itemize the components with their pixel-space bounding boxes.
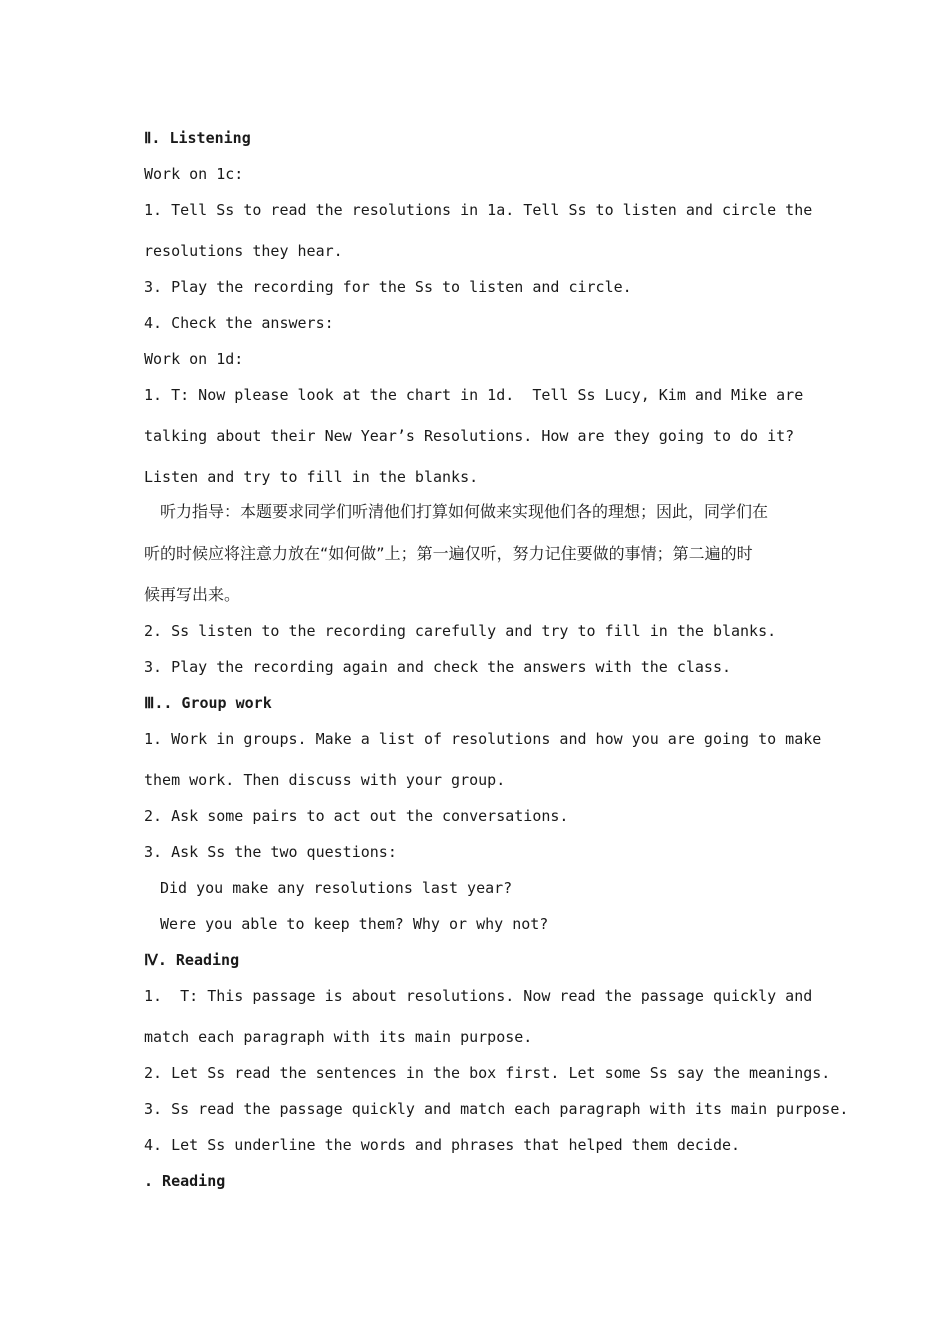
reading-step-3: 3. Ss read the passage quickly and match each paragraph with its main purpose. (144, 1100, 849, 1118)
reading-step-1-line2: match each paragraph with its main purpose. (144, 1028, 533, 1046)
step-1d-1-line3: Listen and try to fill in the blanks. (144, 468, 479, 486)
step-1c-1-line2: resolutions they hear. (144, 242, 343, 260)
group-step-3: 3. Ask Ss the two questions: (144, 843, 397, 861)
work-1c-label: Work on 1c: (144, 165, 244, 183)
group-step-1-line2: them work. Then discuss with your group. (144, 771, 506, 789)
step-1d-1-line1: 1. T: Now please look at the chart in 1d. Tell Ss Lucy, Kim and Mike are (144, 386, 804, 404)
step-1c-4: 4. Check the answers: (144, 314, 334, 332)
step-1d-3: 3. Play the recording again and check the answers with the class. (144, 658, 731, 676)
listening-tip-line1: 听力指导：本题要求同学们听清他们打算如何做来实现他们各的理想；因此，同学们在 (160, 502, 769, 521)
group-step-2: 2. Ask some pairs to act out the conversations. (144, 807, 569, 825)
reading-step-2: 2. Let Ss read the sentences in the box first. Let some Ss say the meanings. (144, 1064, 831, 1082)
step-1d-1-line2: talking about their New Year’s Resolutions. How are they going to do it? (144, 427, 795, 445)
step-1c-1-line1: 1. Tell Ss to read the resolutions in 1a. Tell Ss to listen and circle the (144, 201, 813, 219)
reading-step-1-line1: 1. T: This passage is about resolutions. Now read the passage quickly and (144, 987, 813, 1005)
listening-tip-line3: 候再写出来。 (144, 585, 241, 604)
work-1d-label: Work on 1d: (144, 350, 244, 368)
section-heading-listening: Ⅱ. Listening (144, 129, 251, 147)
listening-tip-line2: 听的时候应将注意力放在“如何做”上；第一遍仅听，努力记住要做的事情；第二遍的时 (144, 544, 753, 563)
section-heading-reading-2: . Reading (144, 1172, 226, 1190)
reading-step-4: 4. Let Ss underline the words and phrases that helped them decide. (144, 1136, 741, 1154)
group-step-1-line1: 1. Work in groups. Make a list of resolutions and how you are going to make (144, 730, 822, 748)
section-heading-reading: Ⅳ. Reading (144, 951, 240, 969)
step-1d-2: 2. Ss listen to the recording carefully and try to fill in the blanks. (144, 622, 777, 640)
group-question-1: Did you make any resolutions last year? (160, 879, 513, 897)
section-heading-group-work: Ⅲ.. Group work (144, 694, 272, 712)
step-1c-3: 3. Play the recording for the Ss to listen and circle. (144, 278, 632, 296)
group-question-2: Were you able to keep them? Why or why not? (160, 915, 549, 933)
